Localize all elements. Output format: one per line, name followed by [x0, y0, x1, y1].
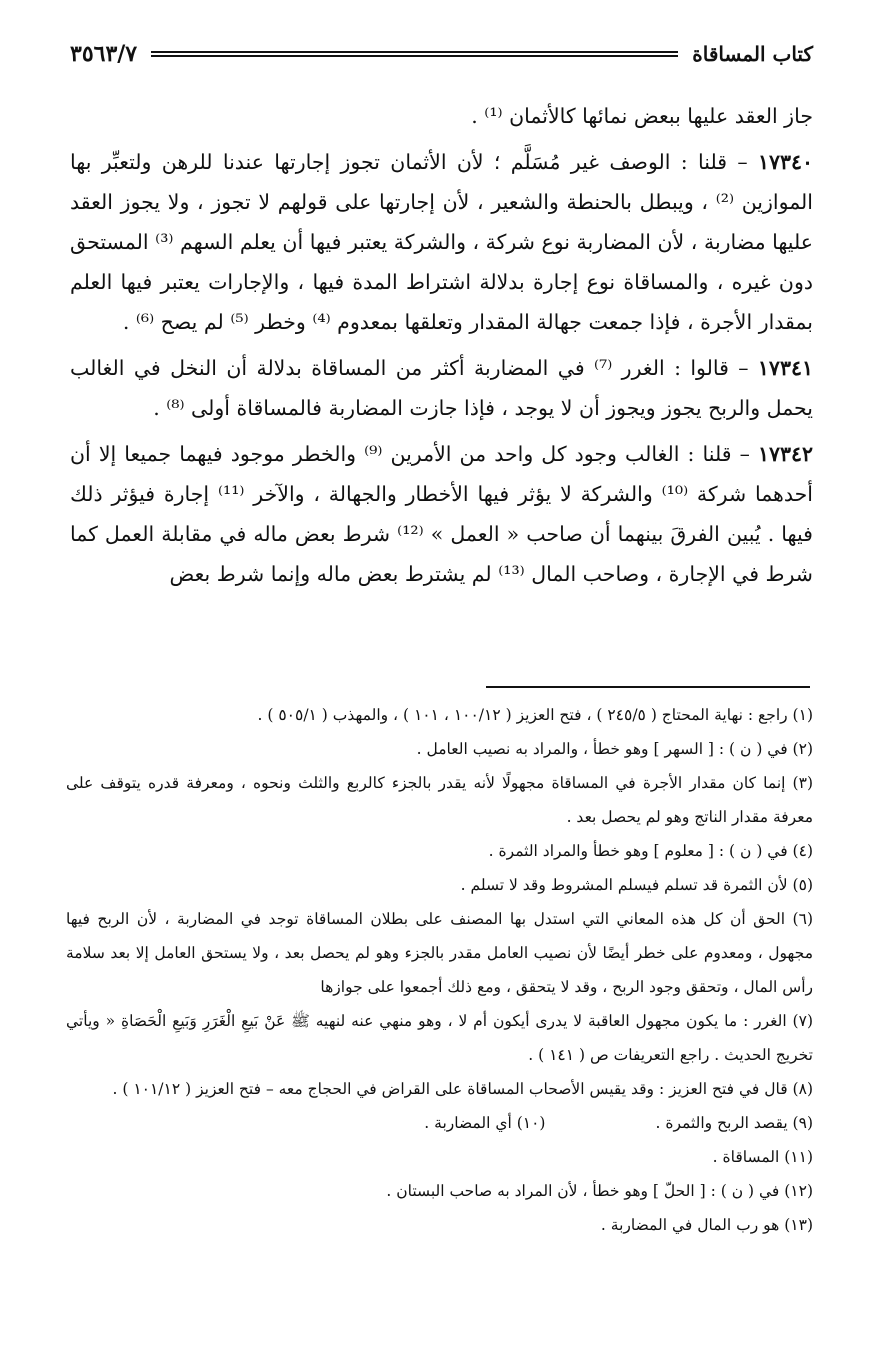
footnote-separator: [486, 686, 810, 688]
footnote-8: (٨) قال في فتح العزيز : وقد يقيس الأصحاب المساقاة على القراض في الحجاج معه – فتح العزيز ( ١٠١/١٢ ) .: [112, 1080, 813, 1098]
footnote-row: [66, 1106, 813, 1140]
footnote-7: (٧) الغرر : ما يكون مجهول العاقبة لا يدرى أيكون أم لا ، وهو منهي عنه لنهيه ﷺ عَنْ بَيعِ الْغَرَرِ وَبَيعِ الْحَصَاةِ « ويأتي تخريج الحديث . راجع التعريفات ص ( ١٤١ ) .: [66, 1012, 813, 1064]
footnote-6: (٦) الحق أن كل هذه المعاني التي استدل بها المصنف على بطلان المساقاة توجد في المضاربة ، لأن الربح فيها مجهول ، ومعدوم على خطر أيضًا لأن نصيب العامل مقدر بالجزء وهو لم يحصل بعد ، ولا يستحق العامل إلا بعد سلامة رأس المال ، وتحقق وجود الربح ، وقد لا يتحقق ، ومع ذلك أجمعوا على جوازها: [66, 910, 813, 996]
issue-number: ١٧٣٤٠: [757, 150, 813, 174]
header-rule: [151, 51, 678, 57]
footnote-10: (١٠) أي المضاربة .: [424, 1114, 546, 1132]
footnote-3: (٣) إنما كان مقدار الأجرة في المساقاة مجهولًا لأنه يقدر بالجزء كالربع والثلث ونحوه ، ومعرفة قدره يتوقف على معرفة مقدار الناتج وهو لم يحصل بعد .: [66, 774, 813, 826]
issue-number: ١٧٣٤٢: [757, 442, 813, 466]
footnote-9: (٩) يقصد الربح والثمرة .: [655, 1114, 813, 1132]
paragraph-17341: [70, 348, 813, 428]
paragraph-17342: [70, 434, 813, 594]
chapter-title: كتاب المساقاة: [692, 42, 813, 66]
footnote-4: (٤) في ( ن ) : [ معلوم ] وهو خطأ والمراد الثمرة .: [488, 842, 813, 860]
footnote-11: (١١) المساقاة .: [712, 1148, 813, 1166]
paragraph-text: جاز العقد عليها ببعض نمائها كالأثمان ⁽¹⁾ .: [471, 104, 813, 128]
paragraph-text: – قلنا : الغالب وجود كل واحد من الأمرين ⁽⁹⁾ والخطر موجود فيهما جميعا إلا أن أحدهما شركة ⁽¹⁰⁾ والشركة لا يؤثر فيها الأخطار والجهالة ، والآخر ⁽¹¹⁾ إجارة فيؤثر ذلك فيها . يُبين الفرقَ بينهما أن صاحب « العمل » ⁽¹²⁾ شرط بعض ماله في مقابلة العمل كما شرط في الإجارة ، وصاحب المال ⁽¹³⁾ لم يشترط بعض ماله وإنما شرط بعض: [70, 442, 814, 586]
footnote-12: (١٢) في ( ن ) : [ الحلّ ] وهو خطأ ، لأن المراد به صاحب البستان .: [386, 1182, 813, 1200]
paragraph-text: – قالوا : الغرر ⁽⁷⁾ في المضاربة أكثر من المساقاة بدلالة أن النخل في الغالب يحمل والربح يجوز ويجوز أن لا يوجد ، فإذا جازت المضاربة فالمساقاة أولى ⁽⁸⁾ .: [70, 356, 813, 420]
footnote-1: (١) راجع : نهاية المحتاج ( ٢٤٥/٥ ) ، فتح العزيز ( ١٠٠/١٢ ، ١٠١ ) ، والمهذب ( ٥٠٥/١ ) .: [257, 706, 813, 724]
page-header: [70, 36, 813, 72]
issue-number: ١٧٣٤١: [757, 356, 813, 380]
footnotes: [66, 698, 813, 1242]
footnote-13: (١٣) هو رب المال في المضاربة .: [600, 1216, 813, 1234]
paragraph-17340: [70, 142, 813, 342]
main-text: [70, 96, 813, 600]
paragraph-text: – قلنا : الوصف غير مُسَلَّم ؛ لأن الأثمان تجوز إجارتها عندنا للرهن ولتعبِّر بها الموازين ⁽²⁾ ، ويبطل بالحنطة والشعير ، لأن إجارتها على قولهم لا تجوز ، ولا يجوز العقد عليها مضاربة ، لأن المضاربة نوع شركة ، والشركة يعتبر فيها أن يعلم السهم ⁽³⁾ المستحق دون غيره ، والمساقاة نوع إجارة بدلالة اشتراط المدة فيها ، والإجارات يعتبر فيها العلم بمقدار الأجرة ، فإذا جمعت جهالة المقدار وتعلقها بمعدوم ⁽⁴⁾ وخطر ⁽⁵⁾ لم يصح ⁽⁶⁾ .: [70, 150, 813, 334]
paragraph-continuation: [70, 96, 813, 136]
page-number: ٣٥٦٣/٧: [70, 41, 138, 67]
footnote-2: (٢) في ( ن ) : [ السهر ] وهو خطأ ، والمراد به نصيب العامل .: [416, 740, 813, 758]
footnote-5: (٥) لأن الثمرة قد تسلم فيسلم المشروط وقد لا تسلم .: [460, 876, 813, 894]
